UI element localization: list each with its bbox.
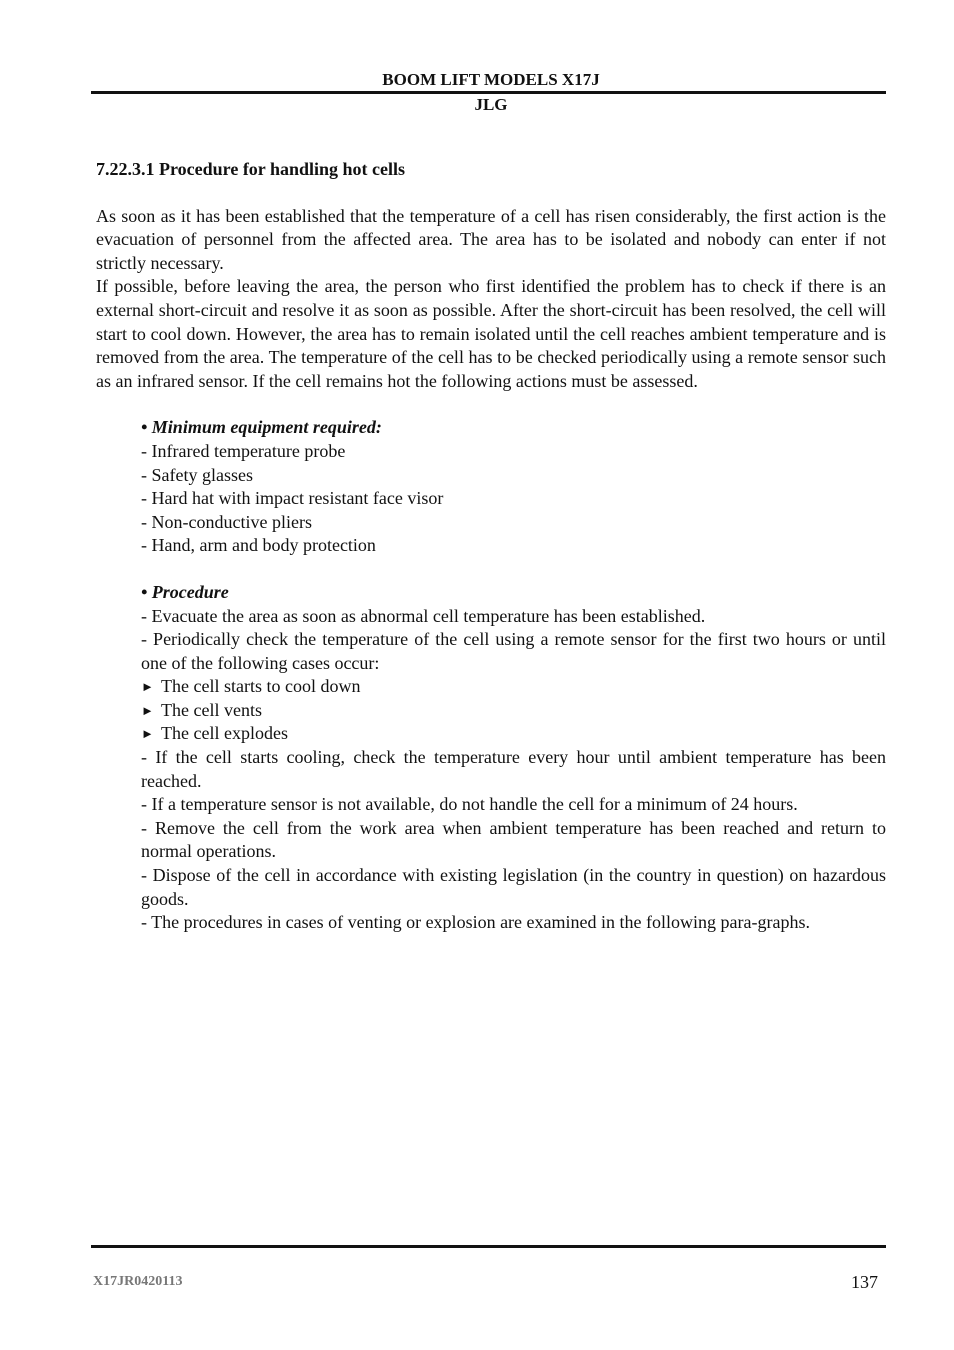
list-item: - Safety glasses	[141, 464, 253, 485]
arrow-right-icon: ►	[141, 679, 154, 695]
intro-paragraph: If possible, before leaving the area, the person who first identified the problem has to check if there is an external short-circuit and resolve it as soon as possible. After the short-circuit has been resolved, the cell will start to cool down. However, the area has to remain isolated until the cell reaches ambient temperature and is removed from the area. The temperature of the cell has to be checked periodically using a remote sensor such as an infrared sensor. If the cell remains hot the following actions must be assessed.	[96, 276, 886, 391]
case-label: The cell vents	[161, 699, 262, 720]
header-title: BOOM LIFT MODELS X17J	[382, 70, 600, 89]
list-item: - Non-conductive pliers	[141, 511, 312, 532]
section-title: 7.22.3.1 Procedure for handling hot cells	[96, 159, 406, 179]
procedure-step: - Dispose of the cell in accordance with existing legislation (in the country in question) on hazardous goods.	[141, 865, 886, 909]
page-body	[96, 158, 886, 935]
header-subtitle: JLG	[474, 95, 508, 114]
list-item: - Infrared temperature probe	[141, 440, 346, 461]
intro-text	[96, 205, 886, 394]
case-item	[141, 699, 886, 723]
list-item: - Hard hat with impact resistant face visor	[141, 488, 444, 509]
procedure-step: - The procedures in cases of venting or explosion are examined in the following para-graphs.	[141, 912, 810, 933]
arrow-right-icon: ►	[141, 702, 154, 718]
equipment-list	[141, 416, 886, 558]
procedure-step: - If a temperature sensor is not available, do not handle the cell for a minimum of 24 hours.	[141, 794, 798, 815]
procedure-step: - Periodically check the temperature of the cell using a remote sensor for the first two hours or until one of the following cases occur:	[141, 629, 886, 673]
intro-paragraph: As soon as it has been established that the temperature of a cell has risen considerably, the first action is the evacuation of personnel from the affected area. The area has to be isolated and nobody can enter if not strictly necessary.	[96, 205, 886, 273]
header-rule	[91, 91, 886, 94]
page-number: 137	[851, 1272, 878, 1292]
procedure-list	[141, 581, 886, 935]
document-code: X17JR0420113	[93, 1274, 183, 1289]
footer-rule	[91, 1245, 886, 1248]
procedure-step: - Evacuate the area as soon as abnormal cell temperature has been established.	[141, 605, 706, 626]
list-item: - Hand, arm and body protection	[141, 535, 376, 556]
arrow-right-icon: ►	[141, 726, 154, 742]
case-label: The cell explodes	[161, 723, 288, 744]
procedure-step: - If the cell starts cooling, check the temperature every hour until ambient temperature has been reached.	[141, 747, 886, 791]
case-item	[141, 722, 886, 746]
procedure-step: - Remove the cell from the work area when ambient temperature has been reached and return to normal operations.	[141, 817, 886, 862]
procedure-heading: • Procedure	[141, 581, 229, 602]
case-label: The cell starts to cool down	[161, 676, 361, 697]
equipment-heading: • Minimum equipment required:	[141, 417, 382, 438]
case-item	[141, 675, 886, 699]
